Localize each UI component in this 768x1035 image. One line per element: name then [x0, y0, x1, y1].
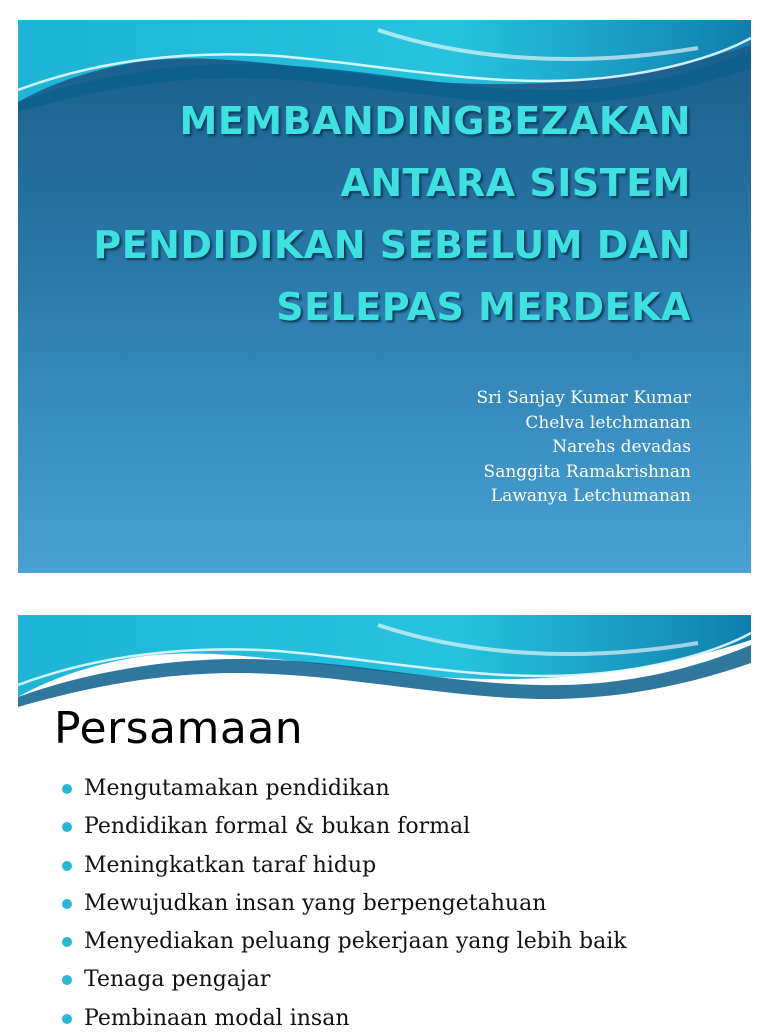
bullet-dot-icon	[62, 1014, 72, 1024]
title-slide	[18, 20, 751, 573]
bullet-text: Pendidikan formal & bukan formal	[84, 814, 471, 840]
bullet-dot-icon	[62, 822, 72, 832]
author-name: Chelva letchmanan	[525, 412, 691, 433]
bullet-item	[60, 847, 740, 885]
bullet-dot-icon	[62, 784, 72, 794]
bullet-item	[60, 1000, 740, 1035]
slide-title	[51, 90, 691, 338]
title-line: PENDIDIKAN SEBELUM DAN	[93, 223, 691, 267]
bullet-dot-icon	[62, 975, 72, 985]
bullet-list	[60, 770, 740, 1035]
author-name: Sri Sanjay Kumar Kumar	[476, 388, 691, 408]
author-name: Sanggita Ramakrishnan	[483, 461, 691, 482]
bullet-text: Meningkatkan taraf hidup	[84, 852, 377, 878]
bullet-dot-icon	[62, 899, 72, 909]
author-name: Lawanya Letchumanan	[490, 486, 691, 506]
content-slide	[18, 615, 751, 1035]
bullet-item	[60, 923, 740, 961]
bullet-text: Pembinaan modal insan	[84, 1005, 350, 1031]
bullet-item	[60, 885, 740, 923]
bullet-item	[60, 808, 740, 846]
bullet-text: Mewujudkan insan yang berpengetahuan	[84, 890, 547, 916]
bullet-dot-icon	[62, 937, 72, 947]
bullet-dot-icon	[62, 861, 72, 871]
bullet-text: Mengutamakan pendidikan	[84, 776, 390, 801]
title-line: ANTARA SISTEM	[340, 161, 691, 205]
slide-heading: Persamaan	[54, 703, 304, 754]
bullet-text: Menyediakan peluang pekerjaan yang lebih baik	[84, 929, 627, 955]
author-name: Narehs devadas	[552, 437, 691, 457]
bullet-item	[60, 961, 740, 999]
bullet-item	[60, 770, 740, 808]
bullet-text: Tenaga pengajar	[84, 967, 271, 993]
title-line: SELEPAS MERDEKA	[276, 285, 691, 329]
author-list	[391, 386, 691, 509]
title-line: MEMBANDINGBEZAKAN	[179, 99, 691, 143]
